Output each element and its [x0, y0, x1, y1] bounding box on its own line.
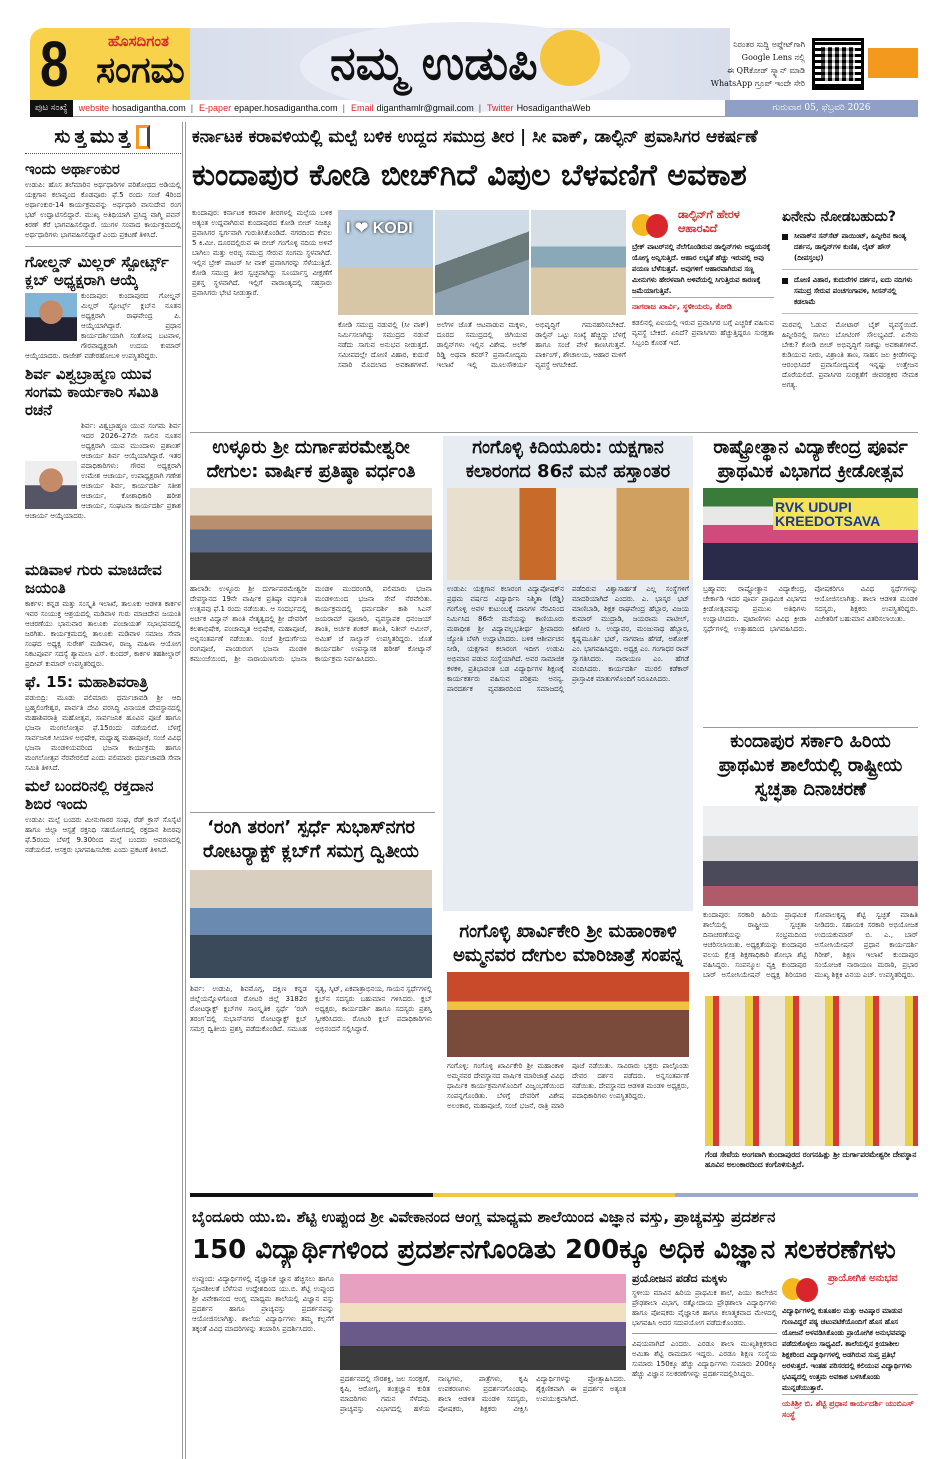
portrait-photo [25, 293, 77, 341]
left-column [25, 125, 181, 1455]
bottom-story-body-continued: ಪ್ರದರ್ಶನದಲ್ಲಿ ಸೌರಶಕ್ತಿ, ಜಲ ಸಂರಕ್ಷಣೆ, ಕೃಷಿ, ಆರೋಗ್ಯ, ತಂತ್ರಜ್ಞಾನ ಕುರಿತ ಮಾದರಿಗಳು ಗಮನ ಸೆಳೆದವು. ಪ್ರಾಚ್ಯವಸ್ತು ವಿಭಾಗದಲ್ಲಿ ಹಳೆಯ ನಾಣ್ಯಗಳು, ಪಾತ್ರೆಗಳು, ಕೃಷಿ ಉಪಕರಣಗಳು ಪ್ರದರ್ಶನಗೊಂಡವು. ಶಾಲಾ ಆಡಳಿತ ಮಂಡಳಿ ಸದಸ್ಯರು, ಪೋಷಕರು, ಶಿಕ್ಷಕರು ವೀಕ್ಷಿಸಿ ವಿದ್ಯಾರ್ಥಿಗಳನ್ನು ಪ್ರೋತ್ಸಾಹಿಸಿದರು. ಶೈಕ್ಷಣಿಕವಾಗಿ ಈ ಪ್ರದರ್ಶನ ಅತ್ಯಂತ ಉಪಯುಕ್ತವಾಗಿದೆ. [340, 1375, 626, 1413]
story-cleanliness-day [703, 730, 918, 992]
portrait-photo [25, 461, 77, 509]
quote-body: ಬ್ರೇಕ್ ವಾಟರ್‌ನಲ್ಲಿ ನೆಲೆಗೊಂಡಿರುವ ಡಾಲ್ಫಿನ್‌ಗಳು ಅಧ್ಯಯನಕ್ಕೆ ಯೋಗ್ಯ ಅನ್ನಿಸುತ್ತಿದೆ. ಆಹಾರ ಲಭ್ಯತೆ ಹೆಚ್ಚು ಇರುವಲ್ಲಿ ಅವು ಪಯಣ ಬೆಳೆಸುತ್ತವೆ. ಅವುಗಳಿಗೆ ಆಹಾರವಾಗಿರುವ ಸಣ್ಣ ಮೀನುಗಳು ಹೇರಳವಾಗಿ ಅಳಿವೆಯಲ್ಲಿ ಸಿಗುತ್ತಿರುವ ಕಾರಣಕ್ಕೆ ಜಮೆಯಾಗುತ್ತಿವೆ. [632, 242, 774, 298]
article-body: ಉಡುಪಿ: ಮಲ್ಪೆ ಬಂದರು ಮೀನುಗಾರರ ಸಂಘ, ರೆಡ್ ಕ್ರಾಸ್ ಸೊಸೈಟಿ ಹಾಗೂ ಜಿಲ್ಲಾ ಆಸ್ಪತ್ರೆ ರಕ್ತನಿಧಿ ಸಹಯೋಗದಲ್ಲಿ ರಕ್ತದಾನ ಶಿಬಿರವು ಫೆ.5ರಂದು ಬೆಳಗ್ಗೆ 9.30ರಿಂದ ಮಲ್ಪೆ ಬಂದರು ಆವರಣದಲ್ಲಿ ನಡೆಯಲಿದೆ. ಆಸಕ್ತರು ಭಾಗವಹಿಸಬೇಕು ಎಂದು ಪ್ರಕಟಣೆ ತಿಳಿಸಿದೆ. [25, 816, 181, 854]
website-link[interactable]: hosadigantha.com [112, 103, 186, 113]
story-body: ಬ್ರಹ್ಮಾವರ: ರಾಷ್ಟ್ರೋತ್ಥಾನ ವಿದ್ಯಾಕೇಂದ್ರ, ಚೇರ್ಕಾಡಿ ಇದರ ಪೂರ್ವ ಪ್ರಾಥಮಿಕ ವಿಭಾಗದ ಕ್ರೀಡೋತ್ಸವವನ್ನು ಪ್ರಮುಖ ಅತಿಥಿಗಳು ಉದ್ಘಾಟಿಸಿದರು. ಪುಟಾಣಿಗಳು ವಿವಿಧ ಕ್ರೀಡಾ ಸ್ಪರ್ಧೆಗಳಲ್ಲಿ ಉತ್ಸಾಹದಿಂದ ಭಾಗವಹಿಸಿದರು. ಪೋಷಕರಿಗೂ ವಿವಿಧ ಸ್ಪರ್ಧೆಗಳನ್ನು ಆಯೋಜಿಸಲಾಗಿತ್ತು. ಶಾಲಾ ಆಡಳಿತ ಮಂಡಳಿ ಸದಸ್ಯರು, ಶಿಕ್ಷಕರು ಉಪಸ್ಥಿತರಿದ್ದರು. ವಿಜೇತರಿಗೆ ಬಹುಮಾನ ವಿತರಿಸಲಾಯಿತು. [703, 585, 918, 633]
side-title: ಏನೇನು ನೋಡಬಹುದು? [782, 209, 896, 225]
qr-line: WhatsApp ಗ್ರೂಪ್ ಇಂದೇ ಸೇರಿ [710, 79, 805, 88]
article-body: ಪಡುಬಿದ್ರಿ: ಮೂಡು ಪಲಿಮಾರು ಧರ್ಮಚಾವಡಿ ಶ್ರೀ ಆದಿ ಬ್ರಹ್ಮಲಿಂಗೇಶ್ವರ, ಪಾರ್ವತಿ ದೇವಿ ವರಸಿದ್ಧಿ ವಿನಾಯಕ ದೇವಸ್ಥಾನದಲ್ಲಿ ಮಹಾಶಿವರಾತ್ರಿ ಮಹೋತ್ಸವ, ಸಾರ್ವಜನಿಕ ಹೂವಿನ ಪೂಜೆ ಹಾಗೂ ಭಜನಾ ಮಂಗಲೋತ್ಸವ ಫೆ.15ರಂದು ನಡೆಯಲಿದೆ. ಬೆಳಗ್ಗೆ ಸಾರ್ವಜನಿಕ ಸೀಯಾಳ ಅಭಿಷೇಕ, ಮಧ್ಯಾಹ್ನ ಮಹಾಪೂಜೆ, ಸಂಜೆ ವಿವಿಧ ಭಜನಾ ಮಂಡಳಿಯವರಿಂದ ಭಜನಾ ಕಾರ್ಯಕ್ರಮ ಹಾಗೂ ಮಂಗಲೋತ್ಸವ ನೆರವೇರಲಿದೆ ಎಂದು ಪಲಿಮಾರು ಧರ್ಮಚಾವಡಿ ಸೇವಾ ಸಮಿತಿ ತಿಳಿಸಿದೆ. [25, 694, 181, 772]
story-headline: ಗಂಗೊಳ್ಳಿ ಕಿದಿಯೂರು: ಯಕ್ಷಗಾನ ಕಲಾರಂಗದ 86ನೆ ಮನೆ ಹಸ್ತಾಂತರ [465, 437, 671, 482]
quote-icon [782, 1272, 822, 1306]
bottom-story-headline: 150 ವಿದ್ಯಾರ್ಥಿಗಳಿಂದ ಪ್ರದರ್ಶನಗೊಂಡಿತು 200ಕ್ಕೂ ಅಧಿಕ ವಿಜ್ಞಾನ ಸಲಕರಣೆಗಳು [192, 1235, 896, 1265]
side-bullet: ದೋಣಿ ವಿಹಾರ, ಕುದುರೆಗಳ ದರ್ಶನ, ಐದು ನದಿಗಳು ಸಮುದ್ರ ಸೇರುವ ಪಂಚಗಂಗಾವಳಿ, ಸೀಸನ್‌ನಲ್ಲಿ ಕಡಲಾಮೆ [782, 270, 918, 314]
story-headline: ಗಂಗೊಳ್ಳಿ ಖಾರ್ವಿಕೇರಿ ಶ್ರೀ ಮಹಾಂಕಾಳಿ ಅಮ್ಮನವರ ದೇಗುಲ ಮಾರಿಜಾತ್ರೆ ಸಂಪನ್ನ [453, 921, 683, 966]
top-story-headline: ಕುಂದಾಪುರ ಕೋಡಿ ಬೀಚ್‌ಗಿದೆ ವಿಪುಲ ಬೆಳವಣಿಗೆ ಅವಕಾಶ [192, 158, 747, 193]
article-body: ಕುಂದಾಪುರ: ಕುಂದಾಪುರದ ಗೋಲ್ಡನ್ ಮಿಲ್ಲರ್ ಸ್ಪೋರ್ಟ್ಸ್ ಕ್ಲಬ್‌ನ ನೂತನ ಅಧ್ಯಕ್ಷರಾಗಿ ರಾಘವೇಂದ್ರ ಪಿ. ಆಯ್ಕೆಯಾಗಿದ್ದಾರೆ. ಪ್ರಧಾನ ಕಾರ್ಯದರ್ಶಿಯಾಗಿ ಸಂತೋಷ ಬಟವಾಳ, ಗೌರವಾಧ್ಯಕ್ಷರಾಗಿ ಉದಯ ಕುಮಾರ್ ಆಯ್ಕೆಯಾದರು. ರಾಜೇಶ್ ವಡೇರಹೋಬಳಿ ಉಪಸ್ಥಿತರಿದ್ದರು. [25, 292, 181, 360]
column-title: ಸುತ್ತಮುತ್ತ [25, 125, 181, 154]
story-photo [447, 972, 689, 1057]
article-headline: ಫೆ. 15: ಮಹಾಶಿವರಾತ್ರಿ [25, 673, 148, 691]
section-divider [190, 1193, 918, 1197]
page-number: 8 [40, 28, 69, 100]
email-link[interactable]: diganthamlr@gmail.com [376, 103, 474, 113]
story-photo [190, 488, 432, 580]
article-headline: ಮಲೆ ಬಂದರಿನಲ್ಲಿ ರಕ್ತದಾನ ಶಿಬಿರ ಇಂದು [25, 777, 154, 813]
sub-body: ಸ್ಥಳೀಯ ಮಾವಿನ ಹಿರಿಯ ಪ್ರಾಥಮಿಕ ಶಾಲೆ, ಪಿಯು ಕಾಲೇಜಿನ ಪ್ರೌಢಶಾಲಾ ವಿಭಾಗ, ರತ್ನೋದಾಯ ಪ್ರೌಢಶಾಲಾ ವಿದ್ಯಾರ್ಥಿಗಳು ಹಾಗೂ ಪೋಷಕರು ವೈಜ್ಞಾನಿಕ ಹಾಗೂ ಕಲಾತ್ಮಕವಾದ ಮೇಳದಲ್ಲಿ ಭಾಗವಹಿಸಿ ಅದರ ಸದುಪಯೋಗ ಪಡೆದುಕೊಂಡರು. [632, 1289, 777, 1327]
section-name: ಸಂಗಮ [96, 50, 185, 91]
quote-title: ಪ್ರಾಯೋಗಿಕ ಅನುಭವ [828, 1273, 898, 1284]
kodi-sign-photo: I ❤ KODI [338, 210, 433, 315]
qr-code-icon[interactable] [812, 38, 864, 90]
bottom-story-body: ಉಪ್ಪುಂದ: ವಿದ್ಯಾರ್ಥಿಗಳಲ್ಲಿ ವೈಜ್ಞಾನಿಕ ಜ್ಞಾನ ಹೆಚ್ಚಿಸಲು ಹಾಗೂ ಸೃಜನಶೀಲತೆ ಬೆಳೆಸುವ ಉದ್ದೇಶದಿಂದ ಯು.ಬಿ. ಶೆಟ್ಟಿ ಉಪ್ಪುಂದ ಶ್ರೀ ವಿವೇಕಾನಂದ ಆಂಗ್ಲ ಮಾಧ್ಯಮ ಶಾಲೆಯಲ್ಲಿ ವಿಜ್ಞಾನ ವಸ್ತು ಪ್ರದರ್ಶನ ಹಾಗೂ ಪ್ರಾಚ್ಯವಸ್ತು ಪ್ರದರ್ಶನವನ್ನು ಆಯೋಜಿಸಲಾಗಿತ್ತು. ಶಾಲೆಯ ವಿದ್ಯಾರ್ಥಿಗಳು ತಮ್ಮ ಕಲ್ಪನೆಗೆ ತಕ್ಕಂತೆ ವಿವಿಧ ಮಾದರಿಗಳನ್ನು ತಯಾರಿಸಿ ಪ್ರದರ್ಶಿಸಿದರು. [192, 1275, 334, 1333]
story-house-handover [443, 436, 693, 911]
story-body: ಹಾಲಾಡಿ: ಉಳ್ಳೂರು ಶ್ರೀ ದುರ್ಗಾಪರಮೇಶ್ವರೀ ದೇವಸ್ಥಾನದ 19ನೇ ವಾರ್ಷಿಕ ಪ್ರತಿಷ್ಠಾ ವರ್ಧಂತಿ ಉತ್ಸವವು ಫೆ.1 ರಂದು ನಡೆಯಿತು. ಆ ಸಂದರ್ಭದಲ್ಲಿ ಅರ್ಚಕ ವಿದ್ವಾನ್ ಶಾಂತಿ ನೇತೃತ್ವದಲ್ಲಿ ಶ್ರೀ ದೇವರಿಗೆ ಕಲಶಾಭಿಷೇಕ, ಪಂಚಾಮೃತ ಅಭಿಷೇಕ, ಮಹಾಪೂಜೆ, ಅನ್ನಸಂತರ್ಪಣೆ ನಡೆಯಿತು. ಸಂಜೆ ಶ್ರೀದುರ್ಗೆಯ ರಂಗಪೂಜೆ, ಪಾಂಡುರಂಗ ಭಜನಾ ಮಂಡಳಿ ಕಮುಂಜೆಯಿಂದ, ಶ್ರೀ ನಾರಾಯಣಗುರು ಭಜನಾ ಮಂಡಳಿ ಮುದರಂಗಡಿ, ಪಲಿಮಾರು ಭಜನಾ ಮಂಡಳಿಯಿಂದ ಭಜನಾ ಸೇವೆ ನೆರವೇರಿತು. ಕಾರ್ಯಕ್ರಮದಲ್ಲಿ ಧರ್ಮದರ್ಶಿ ಕಾಶಿ ಸಿಎನ್ ಜಯರಾಮ್ ಪೂಜಾರಿ, ವ್ಯವಸ್ಥಾಪಕ ಧನಂಜಯ್ ಶಾಂತಿ, ಅರ್ಚಕ ಶಂಕರ್ ಶಾಂತಿ, ನಿತೀನ್ ಅಮೀನ್, ಅಮಿತ್ ಜೆ ಸಾಲ್ಯಾನ್ ಉಪಸ್ಥಿತರಿದ್ದರು. ಜೊತೆ ಕಾರ್ಯದರ್ಶಿ ಉಪನ್ಯಾಸಕ ಹರೀಶ್ ಕೋಟ್ಯಾನ್ ಕಾರ್ಯಕ್ರಮ ನಿರ್ವಹಿಸಿದರು. [190, 585, 432, 663]
twitter-link[interactable]: HosadiganthaWeb [516, 103, 591, 113]
top-story-body-continued: ಕೋಡಿ ಸಮುದ್ರ ನಡುವಲ್ಲಿ (ಸೀ ವಾಕ್) ನಿರ್ಮಿಸಲಾಗಿದ್ದು ಸಮುದ್ರದ ನಡುವೆ ನಡೆದು ಸಾಗುವ ಅನುಭವ ನೀಡುತ್ತದೆ. ಸಮೀಪದಲ್ಲೇ ದೋಣಿ ವಿಹಾರ, ಕುದುರೆ ಸವಾರಿ ಮೊದಲಾದ ಅವಕಾಶಗಳಿವೆ. ಅಲೆಗಳ ಜೊತೆ ಆಟವಾಡುವ ಮಕ್ಕಳು, ದೂರದ ಸಮುದ್ರದಲ್ಲಿ ಜಿಗಿಯುವ ಡಾಲ್ಫಿನ್‌ಗಳು ಇಲ್ಲಿನ ವಿಶೇಷ. ಅಲೆಕ್ ರಿಡ್ಡಿ ಅಥವಾ ಕವರ್? ಪ್ರವಾಸೋದ್ಯಮ ಇಲಾಖೆ ಇಲ್ಲಿ ಮೂಲಸೌಕರ್ಯ ಅಭಿವೃದ್ಧಿಗೆ ಗಮನಹರಿಸಬೇಕಿದೆ. ಡಾಲ್ಫಿನ್ ಒಟ್ಟು ಸಂಖ್ಯೆ ಹೆಚ್ಚಿದ್ದು ಬೆಳಗ್ಗೆ ಹಾಗೂ ಸಂಜೆ ವೇಳೆ ಕಾಣಸಿಗುತ್ತವೆ. ಪಾರ್ಕಿಂಗ್, ಶೌಚಾಲಯ, ಆಹಾರ ಮಳಿಗೆ ವ್ಯವಸ್ಥೆ ಆಗಬೇಕಿದೆ. [338, 321, 626, 369]
article-headline: ಮಡಿವಾಳ ಗುರು ಮಾಚಿದೇವ ಜಯಂತಿ [25, 561, 162, 597]
email-label: Email [351, 103, 374, 113]
story-headline: ಉಳ್ಳೂರು ಶ್ರೀ ದುರ್ಗಾಪರಮೇಶ್ವರೀ ದೇಗುಲ: ವಾರ್ಷಿಕ ಪ್ರತಿಷ್ಠಾ ವರ್ಧಂತಿ [206, 437, 416, 482]
story-body: ಉಡುಪಿ: ಯಕ್ಷಗಾನ ಕಲಾರಂಗ ವಿದ್ಯಾಪೋಷಕ್‌ನ ಪ್ರಥಮ ವರ್ಷದ ವಿದ್ಯಾರ್ಥಿನಿ ನಿಶ್ಮಿತಾ (ರೆಡ್ಡಿ) ಗಂಗೊಳ್ಳಿ ಅವಳ ಕುಟುಂಬಕ್ಕೆ ದಾನಿಗಳ ನೆರವಿನಿಂದ ನಿರ್ಮಿಸಿದ 86ನೇ ಮನೆಯನ್ನು ಕಾಣಿಯೂರು ಮಠಾಧೀಶ ಶ್ರೀ ವಿದ್ಯಾವಲ್ಲಭತೀರ್ಥ ಶ್ರೀಪಾದರು ಜ್ಯೋತಿ ಬೆಳಗಿ ಉದ್ಘಾಟಿಸಿದರು. ಬಳಿಕ ಆಶೀರ್ವಚನ ನೀಡಿ, ಯಕ್ಷಗಾನ ಕಲಾರಂಗ ಇದೀಗ ಉಡುಪಿ ಅಭಿಮಾನ ಪಡುವ ಸಂಸ್ಥೆಯಾಗಿದೆ. ಅವರ ಸಾಮಾಜಿಕ ಕಳಕಳಿ, ಪ್ರತಿಭಾವಂತ ಬಡ ವಿದ್ಯಾರ್ಥಿಗಳ ಶಿಕ್ಷಣಕ್ಕೆ ಕಾರ್ಯಕರ್ತರು ವಹಿಸುವ ಪರಿಶ್ರಮ ಅನನ್ಯ. ಪಾರದರ್ಶಕ ವ್ಯವಹಾರದಿಂದ ಸಮಾಜದಲ್ಲಿ ಪಡೆದಿರುವ ವಿಶ್ವಾಸಾರ್ಹತೆ ಎಲ್ಲ ಸಂಸ್ಥೆಗಳಿಗೆ ಮಾದರಿಯಾಗಿದೆ ಎಂದರು. ಎ. ಭಾಸ್ಕರ ಭಟ್ ಮಾಣಿಬಾಡಿ, ಶಿಕ್ಷಕ ರಾಘವೇಂದ್ರ ಹೆಬ್ಬಾರ, ವಿಜಯ ಕುಮಾರ್ ಮುದ್ರಾಡಿ, ಜಯರಾಮ ಪಾಟೀಲ್, ಕಿಶೋರ ಸಿ. ಉದ್ಯಾವರ, ಮಂಜುನಾಥ ಹೆಬ್ಬಾರ, ಕೃಷ್ಣಮೂರ್ತಿ ಭಟ್, ನಾಗರಾಜ ಹೆಗಡೆ, ಅಶೋಕ್ ಎಂ. ಭಾಗವಹಿಸಿದ್ದರು. ಅಧ್ಯಕ್ಷ ಎಂ. ಗಂಗಾಧರ ರಾವ್ ಸ್ವಾಗತಿಸಿದರು. ನಾರಾಯಣ ಎಂ. ಹೆಗಡೆ ವಂದಿಸಿದರು. ಕಾರ್ಯದರ್ಶಿ ಮುರಲಿ ಕಡೆಕಾರ್ ಪ್ರಾಸ್ತಾವಿಕ ಮಾತುಗಳೊಂದಿಗೆ ನಿರೂಪಿಸಿದರು. [447, 585, 689, 693]
side-bullet: ಸೀವಾಕ್‌ನ ಸನ್‌ಸೆಟ್ ಪಾಯಿಂಟ್, ಹಿನ್ನೀರಿನ ಕಾಂತ್ಯ ದರ್ಶನ, ಡಾಲ್ಫಿನ್‌ಗಳ ಕುಣಿತ, ಲೈಟ್ ಹೌಸ್ (ದೀಪಸ್ತಂಭ) [782, 226, 918, 270]
sub-body: ವಿಷಯವಾಗಿದೆ ಎಂದರು. ಎರಡೂ ಶಾಲಾ ಮುಖ್ಯಶಿಕ್ಷಕರಾದ ಅಮಿತಾ ಶೆಟ್ಟಿ ರಾಮದಾಸ ಇದ್ದರು. ಎರಡೂ ಶಿಕ್ಷಣ ಸಂಸ್ಥೆಯ ಸುಮಾರು 150ಕ್ಕೂ ಹೆಚ್ಚು ವಿದ್ಯಾರ್ಥಿಗಳು ಸುಮಾರು 200ಕ್ಕೂ ಹೆಚ್ಚು ವಿಜ್ಞಾನ ಸಲಕರಣೆಗಳನ್ನು ಪ್ರದರ್ಶನದಲ್ಲಿರಿಸಿದ್ದರು. [632, 1340, 777, 1378]
photo-caption: ಗೆಂಡ ಸೇವೆಯ ಅಂಗವಾಗಿ ಕುಂದಾಪುರದ ರಂಗನಹಿತ್ಲು ಶ್ರೀ ದುರ್ಗಾಪರಮೇಶ್ವರೀ ದೇವಸ್ಥಾನ ಹೂವಿನ ಅಲಂಕಾರದಿಂದ ಕಂಗೊಳಿಸುತ್ತಿದೆ. [705, 1150, 917, 1169]
website-label: website [78, 103, 110, 113]
story-temple [190, 436, 432, 811]
bottom-story-kicker: ಬೈಂದೂರು ಯು.ಬಿ. ಶೆಟ್ಟಿ ಉಪ್ಪುಂದ ಶ್ರೀ ವಿವೇಕಾನಂದ ಆಂಗ್ಲ ಮಾಧ್ಯಮ ಶಾಲೆಯಿಂದ ವಿಜ್ಞಾನ ವಸ್ತು, ಪ್ರಾಚ್ಯವಸ್ತು ಪ್ರದರ್ಶನ [192, 1208, 776, 1226]
story-body: ಗಂಗೊಳ್ಳಿ: ಗಂಗೊಳ್ಳಿ ಖಾರ್ವಿಕೇರಿ ಶ್ರೀ ಮಹಾಂಕಾಳಿ ಅಮ್ಮನವರ ದೇವಸ್ಥಾನದ ವಾರ್ಷಿಕ ಮಾರಿಜಾತ್ರೆ ವಿವಿಧ ಧಾರ್ಮಿಕ ಕಾರ್ಯಕ್ರಮಗಳೊಂದಿಗೆ ವಿಜೃಂಭಣೆಯಿಂದ ಸಂಪನ್ನಗೊಂಡಿತು. ಬೆಳಗ್ಗೆ ದೇವರಿಗೆ ವಿಶೇಷ ಅಲಂಕಾರ, ಮಹಾಪೂಜೆ, ಸಂಜೆ ಭಜನೆ, ರಾತ್ರಿ ಮಾರಿ ಪೂಜೆ ನಡೆಯಿತು. ಸಾವಿರಾರು ಭಕ್ತರು ಪಾಲ್ಗೊಂಡು ದೇವರ ದರ್ಶನ ಪಡೆದರು. ಅನ್ನಸಂತರ್ಪಣೆ ನಡೆಯಿತು. ದೇವಸ್ಥಾನದ ಆಡಳಿತ ಮಂಡಳಿ ಅಧ್ಯಕ್ಷರು, ಪದಾಧಿಕಾರಿಗಳು ಉಪಸ್ಥಿತರಿದ್ದರು. [447, 1062, 689, 1110]
quote-box [632, 208, 774, 430]
article-body: ಉಡುಪಿ: ಹೊಸ ತಲೆಮಾರಿನ ಅರ್ಥಧಾರಿಗಳ ಪರಿಶೋಧದ ಅಡಿಯಲ್ಲಿ ಯಕ್ಷಗಾನ ಕಲಾವೃಂದ ಕೊಡವೂರು ಫೆ.5 ರಂದು ಸಂಜೆ 4ರಿಂದ ಅರ್ಥಾಂಕುರ-14 ಕಾರ್ಯಕ್ರಮವನ್ನು ಅರ್ಥಧಾರಿ ವಾಸುದೇವ ರಂಗ ಭಟ್ ಉದ್ಘಾಟಿಸಲಿದ್ದಾರೆ. ಮುಖ್ಯ ಅತಿಥಿಯಾಗಿ ಪ್ರಸಿದ್ಧ ವಾಗ್ಮಿ ಪವನ್ ಕಿರಣ್ ಕೆರೆ ಭಾಗವಹಿಸಲಿದ್ದಾರೆ. ಯುಗಳ ಸಂವಾದ ಕಾರ್ಯಕ್ರಮದಲ್ಲಿ ಅರ್ಥಧಾರಿಗಳು ಭಾಗವಹಿಸಲಿದ್ದಾರೆ ಎಂದು ಪ್ರಕಟಣೆ ತಿಳಿಸಿದೆ. [25, 181, 181, 239]
story-headline: ರಾಷ್ಟ್ರೋತ್ಥಾನ ವಿದ್ಯಾಕೇಂದ್ರ ಪೂರ್ವ ಪ್ರಾಥಮಿಕ ವಿಭಾಗದ ಕ್ರೀಡೋತ್ಸವ [713, 437, 908, 482]
top-story-photos [338, 210, 626, 315]
door-icon [136, 125, 150, 149]
story-body: ಕುಂದಾಪುರ: ಸರಕಾರಿ ಹಿರಿಯ ಪ್ರಾಥಮಿಕ ಶಾಲೆಯಲ್ಲಿ ರಾಷ್ಟ್ರೀಯ ಸ್ವಚ್ಛತಾ ದಿನಾಚರಣೆಯನ್ನು ಸಂಭ್ರಮದಿಂದ ಆಚರಿಸಲಾಯಿತು. ಅಧ್ಯಕ್ಷತೆಯನ್ನು ಕುಂದಾಪುರ ವಲಯ ಕ್ಷೇತ್ರ ಶಿಕ್ಷಣಾಧಿಕಾರಿ ಶೋಭಾ ಶೆಟ್ಟಿ ವಹಿಸಿದ್ದರು. ಸಂಪನ್ಮೂಲ ವ್ಯಕ್ತಿ ಕುಂದಾಪುರ ಬಾರ್ ಅಸೋಸಿಯೇಷನ್ ಅಧ್ಯಕ್ಷ ಶಿರಿಯಾರ ಗೋಪಾಲಕೃಷ್ಣ ಶೆಟ್ಟಿ ಸ್ವಚ್ಛತೆ ಮಾಹಿತಿ ನೀಡಿದರು. ಸಹಾಯಕ ಸರಕಾರಿ ಅಭಿಯೋಜಕ ಉದಯಕುಮಾರ್ ಬಿ. ಎ., ಬಾರ್ ಅಸೋಸಿಯೇಷನ್ ಪ್ರಧಾನ ಕಾರ್ಯದರ್ಶಿ ಗಿರೀಶ್, ಶಿಕ್ಷಣ ಇಲಾಖೆ ಕುಂದಾಪುರ ಸಂಯೋಜಕ ನಾರಾಯಣ ಮರಾಠಿ, ಪ್ರಭಾರ ಮುಖ್ಯ ಶಿಕ್ಷಕಿ ವಿನಯ ಎಚ್. ಉಪಸ್ಥಿತರಿದ್ದರು. [703, 911, 918, 979]
orange-block [868, 48, 918, 78]
beach-photo [531, 210, 626, 315]
story-photo [190, 870, 432, 978]
page-label: ಪುಟ ಸಂಖ್ಯೆ [30, 100, 73, 117]
what-to-see-box [782, 208, 918, 430]
story-body: ಶಿರ್ವ: ಉಡುಪಿ, ಶಿವಮೊಗ್ಗ, ದಕ್ಷಿಣ ಕನ್ನಡ ಜಿಲ್ಲೆಯನ್ನೊಳಗೊಂಡ ರೋಟರಿ ಜಿಲ್ಲೆ 3182ರ ರೋಟರ್‍ಯಾಕ್ಟ್ ಕ್ಲಬ್‌ಗಳ ಸಾಂಸ್ಕೃತಿಕ ಸ್ಪರ್ಧೆ ‘ರಂಗಿ ತರಂಗ’ದಲ್ಲಿ ಸುಭಾಸ್‌ನಗರ ರೋಟರ್‍ಯಾಕ್ಟ್ ಕ್ಲಬ್ ಸಮಗ್ರ ದ್ವಿತೀಯ ಪ್ರಶಸ್ತಿ ಪಡೆದುಕೊಂಡಿದೆ. ಸಮೂಹ ನೃತ್ಯ, ಸ್ಕಿಟ್, ಏಕಪಾತ್ರಾಭಿನಯ, ಗಾಯನ ಸ್ಪರ್ಧೆಗಳಲ್ಲಿ ಕ್ಲಬ್‌ನ ಸದಸ್ಯರು ಬಹುಮಾನ ಗಳಿಸಿದರು. ಕ್ಲಬ್ ಅಧ್ಯಕ್ಷರು, ಕಾರ್ಯದರ್ಶಿ ಹಾಗೂ ಸದಸ್ಯರು ಪ್ರಶಸ್ತಿ ಸ್ವೀಕರಿಸಿದರು. ರೋಟರಿ ಕ್ಲಬ್ ಪದಾಧಿಕಾರಿಗಳು ಅಭಿನಂದನೆ ಸಲ್ಲಿಸಿದ್ದಾರೆ. [190, 985, 432, 1033]
story-marijatre [443, 920, 693, 1190]
qr-instructions [640, 38, 805, 90]
science-exhibition-photo [340, 1274, 626, 1370]
quote-author: ಯತಿಶ್ರೀ ಬಿ. ಶೆಟ್ಟಿ ಪ್ರಧಾನ ಕಾರ್ಯದರ್ಶಿ ಯುಬಿಎಸ್ ಸಂಸ್ಥೆ [782, 1399, 914, 1419]
article-headline: ಶಿರ್ವ ವಿಶ್ವಬ್ರಾಹ್ಮಣ ಯುವ ಸಂಗಮ ಕಾರ್ಯಕಾರಿ ಸಮಿತಿ ರಚನೆ [25, 365, 159, 419]
column-divider [182, 122, 186, 1459]
epaper-link[interactable]: epaper.hosadigantha.com [234, 103, 338, 113]
story-photo [447, 488, 689, 580]
qr-line: ನಿರಂತರ ಸುದ್ದಿ ಅಪ್ಡೇಟ್‌ಗಾಗಿ [733, 40, 805, 49]
quote-icon [632, 208, 672, 242]
quote-box [782, 1272, 918, 1432]
issue-date: ಗುರುವಾರ 05, ಫೆಬ್ರವರಿ 2026 [725, 100, 918, 117]
qr-line: Google Lens ನಲ್ಲಿ [741, 53, 805, 62]
story-headline: ‘ರಂಗಿ ತರಂಗ’ ಸ್ಪರ್ಧೆ ಸುಭಾಸ್‌ನಗರ ರೋಟರ್‍ಯಾಕ್ಟ್ ಕ್ಲಬ್‌ಗೆ ಸಮಗ್ರ ದ್ವಿತೀಯ [203, 817, 419, 862]
quote-title: ಡಾಲ್ಫಿನ್‌ಗೆ ಹೇರಳ ಆಹಾರವಿದೆ [678, 208, 740, 235]
quote-body: ವಿದ್ಯಾರ್ಥಿಗಳಲ್ಲಿ ಕುತೂಹಲ ಮತ್ತು ಆವಿಷ್ಕಾರ ಮಾಡುವ ಗುಣವಿದ್ದರೆ ಪಠ್ಯ ಚಟುವಟಿಕೆಯೊಂದಿಗೆ ಹೊಸ ಹೊಸ ಯೋಜನೆ ಅಳವಡಿಸಿಕೊಂಡು ಪ್ರಾಯೋಗಿಕ ಅನುಭವವನ್ನು ಪಡೆದುಕೊಳ್ಳಲು ಸಾಧ್ಯವಿದೆ. ಶಾಲೆಯಲ್ಲಿನ ಕ್ರಿಯಾಶೀಲ ಶಿಕ್ಷಕರಿಂದ ವಿದ್ಯಾರ್ಥಿಗಳಲ್ಲಿ ಅಡಗಿರುವ ಸುಪ್ತ ಪ್ರತಿಭೆ ಅರಳುತ್ತದೆ. ಇಂತಹ ಪರಿಸರದಲ್ಲಿ ಕಲಿಯುವ ವಿದ್ಯಾರ್ಥಿಗಳು ಭವಿಷ್ಯದಲ್ಲಿ ಉತ್ತಮ ಅವಕಾಶ ಬಳಸಿಕೊಂಡು ಮುನ್ನಡೆಯುತ್ತಾರೆ. [782, 1306, 918, 1395]
epaper-label: E-paper [199, 103, 232, 113]
temple-decoration-photo [705, 996, 918, 1146]
page-title: ನಮ್ಮ ಉಡುಪಿ [330, 36, 538, 90]
article-headline: ಇಂದು ಅರ್ಥಾಂಕುರ [25, 160, 120, 178]
beneficiaries-box [632, 1270, 777, 1455]
quote-followup: ಕಡಲಿನಲ್ಲಿ ಏಐಯಲ್ಲಿ ಇರುವ ಪ್ರವಾಸಿಗರ ಬಗ್ಗೆ ಎಚ್ಚರಿಕೆ ವಹಿಸುವ ವ್ಯವಸ್ಥೆ ಬೇಕಿದೆ. ಏನಿದೆ? ಪ್ರವಾಸಿಗರು ಹೆಚ್ಚುತ್ತಿದ್ದರೂ ಸುರಕ್ಷತಾ ಸಿಬ್ಬಂದಿ ಕೊರತೆ ಇದೆ. [632, 319, 774, 347]
info-bar: ಪುಟ ಸಂಖ್ಯೆ website hosadigantha.com | E-paper epaper.hosadigantha.com | Email diganthamlr@gmail.com | Twitter HosadiganthaWeb ಗುರುವಾರ 05, ಫೆಬ್ರವರಿ 2026 [30, 100, 918, 117]
story-photo [703, 806, 918, 906]
story-headline: ಕುಂದಾಪುರ ಸರ್ಕಾರಿ ಹಿರಿಯ ಪ್ರಾಥಮಿಕ ಶಾಲೆಯಲ್ಲಿ ರಾಷ್ಟ್ರೀಯ ಸ್ವಚ್ಛತಾ ದಿನಾಚರಣೆ [718, 731, 903, 800]
story-photo: RVK UDUPI KREEDOTSAVA [703, 488, 918, 580]
article-body: ಕಾರ್ಕಳ: ಕನ್ನಡ ಮತ್ತು ಸಂಸ್ಕೃತಿ ಇಲಾಖೆ, ತಾಲೂಕು ಆಡಳಿತ ಕಾರ್ಕಳ ಇವರ ಸಂಯುಕ್ತ ಆಶ್ರಯದಲ್ಲಿ ಮಡಿವಾಳ ಗುರು ಮಾಚಿದೇವ ಜಯಂತಿ ಆಚರಣೆಯು ಭಾನುವಾರ ತಾಲೂಕು ಪಂಚಾಯತ್ ಸಭಾಭವನದಲ್ಲಿ ಜರಗಿತು. ಕಾರ್ಯಕ್ರಮದಲ್ಲಿ ತಾಲೂಕು ಮಡಿವಾಳ ಸಮಾಜ ಸೇವಾ ಸಂಘದ ಅಧ್ಯಕ್ಷ ಸುರೇಶ್ ಮಡಿವಾಳ, ರಾಜ್ಯ ಮಹಿಳಾ ಆಯೋಗ ನಿಕಟಪೂರ್ವ ಸದಸ್ಯೆ ಶ್ಯಾಮಲಾ ಎಸ್. ಕುಂದರ್, ಕಾರ್ಕಳ ತಹಶೀಲ್ದಾರ್ ಪ್ರದೀಪ್ ಕುಮಾರ್ ಉಪಸ್ಥಿತರಿದ್ದರು. [25, 600, 181, 668]
story-sports-day [703, 436, 918, 726]
sub-title: ಪ್ರಯೋಜನ ಪಡೆದ ಮಕ್ಕಳು [632, 1272, 728, 1285]
twitter-label: Twitter [487, 103, 514, 113]
article-headline: ಗೋಲ್ಡನ್ ಮಿಲ್ಲರ್ ಸ್ಪೋರ್ಟ್ಸ್ ಕ್ಲಬ್ ಅಧ್ಯಕ್ಷರಾಗಿ ಆಯ್ಕೆ [25, 253, 169, 289]
side-body: ಮರವಲ್ಲಿ ಓಡುವ ಮೋಟಾರ್ ಬೈಕ್ ವ್ಯವಸ್ಥೆಯಿದೆ. ಹಿನ್ನೀರಿನಲ್ಲಿ ಸಾಗಲು ಬೋಟಿಂಗ್ ಸೌಲಭ್ಯವಿದೆ. ಏನೇನು ಬೇಕು? ಕೋಡಿ ಬೀಚ್ ಅಭಿವೃದ್ಧಿಗೆ ಸಾಕಷ್ಟು ಅವಕಾಶಗಳಿವೆ. ಕುಡಿಯುವ ನೀರು, ವಿಶ್ರಾಂತಿ ತಾಣ, ಸಾಹಸ ಜಲ ಕ್ರೀಡೆಗಳನ್ನು ಆರಂಭಿಸಿದರೆ ಪ್ರವಾಸೋದ್ಯಮಕ್ಕೆ ಇನ್ನಷ್ಟು ಉತ್ತೇಜನ ದೊರೆಯಲಿದೆ. ಪ್ರವಾಸಿಗರ ಸುರಕ್ಷತೆಗೆ ಜೀವರಕ್ಷಕರ ನೇಮಕ ಅಗತ್ಯ. [782, 321, 918, 389]
qr-line: ಈ QRಕೋಡ್ ಸ್ಕ್ಯಾನ್ ಮಾಡಿ [727, 66, 805, 75]
brand-logo: ಹೊಸದಿಗಂತ [108, 32, 169, 50]
top-story-body: ಕುಂದಾಪುರ: ಕರ್ನಾಟಕ ಕರಾವಳಿ ತೀರಗಳಲ್ಲಿ ಮಲ್ಪೆಯ ಬಳಿಕ ಅತ್ಯಂತ ಉದ್ದವಾಗಿರುವ ಕುಂದಾಪುರದ ಕೋಡಿ ಬೀಚ್ ನಿಜಕ್ಕೂ ಪ್ರವಾಸಿಗರ ಸ್ವರ್ಗವಾಗಿ ಗುರುತಿಸಿಕೊಂಡಿದೆ. ನಗರದಿಂದ ಕೇವಲ 5 ಕಿ.ಮೀ. ದೂರದಲ್ಲಿರುವ ಈ ಬೀಚ್ ಗಂಗೊಳ್ಳಿ ನದಿಯ ಅಳಿವೆ ಬಾಗಿಲು ಮತ್ತು ಅರಬ್ಬಿ ಸಮುದ್ರ ಸೇರುವ ಸಂಗಮ ಸ್ಥಳವಾಗಿದೆ. ಇಲ್ಲಿನ ಬ್ರೇಕ್ ವಾಟರ್ ಸೀ ವಾಕ್ ಪ್ರವಾಸಿಗರನ್ನು ಸೆಳೆಯುತ್ತಿದೆ. ಕೋಡಿ ಸಮುದ್ರ ತೀರ ಸ್ವಚ್ಛವಾಗಿದ್ದು ಸೂರ್ಯಾಸ್ತ ವೀಕ್ಷಣೆಗೆ ಪ್ರಶಸ್ತ ಸ್ಥಳವಾಗಿದೆ. ಇಲ್ಲಿಗೆ ವಾರಾಂತ್ಯದಲ್ಲಿ ಸಹಸ್ರಾರು ಪ್ರವಾಸಿಗರು ಭೇಟಿ ನೀಡುತ್ತಾರೆ. [192, 209, 332, 297]
sea-walk-photo [435, 210, 530, 315]
top-story-kicker: ಕರ್ನಾಟಕ ಕರಾವಳಿಯಲ್ಲಿ ಮಲ್ಪೆ ಬಳಿಕ ಉದ್ದದ ಸಮುದ್ರ ತೀರ | ಸೀ ವಾಕ್, ಡಾಲ್ಫಿನ್ ಪ್ರವಾಸಿಗರ ಆಕರ್ಷಣೆ [192, 127, 758, 147]
story-rotaract [190, 816, 432, 1191]
quote-author: ನಾಗರಾಜ ಖಾರ್ವಿ, ಸ್ಥಳೀಯರು, ಕೋಡಿ [632, 302, 732, 311]
article-body: ಶಿರ್ವ: ವಿಶ್ವಬ್ರಾಹ್ಮಣ ಯುವ ಸಂಗಮ ಶಿರ್ವ ಇದರ 2026–27ನೇ ಸಾಲಿನ ನೂತನ ಅಧ್ಯಕ್ಷರಾಗಿ ಯುವ ಮುಂದಾಳು ಪ್ರಶಾಂತ್ ಆಚಾರ್ಯ ಶಿರ್ವ ಆಯ್ಕೆಯಾಗಿದ್ದಾರೆ. ಇತರ ಪದಾಧಿಕಾರಿಗಳು: ಗೌರವ ಅಧ್ಯಕ್ಷರಾಗಿ ಉಮೇಶ ಆಚಾರ್ಯ, ಉಪಾಧ್ಯಕ್ಷರಾಗಿ ಗಣೇಶ ಆಚಾರ್ಯ ಶಿರ್ವ, ಕಾರ್ಯದರ್ಶಿ ಸತೀಶ ಆಚಾರ್ಯ, ಕೋಶಾಧಿಕಾರಿ ಹರೀಶ ಆಚಾರ್ಯ, ಸಂಘಟನಾ ಕಾರ್ಯದರ್ಶಿ ಪ್ರಕಾಶ ಆಚಾರ್ಯ ಆಯ್ಕೆಯಾದರು. [25, 422, 181, 520]
sun-decor [540, 30, 600, 86]
